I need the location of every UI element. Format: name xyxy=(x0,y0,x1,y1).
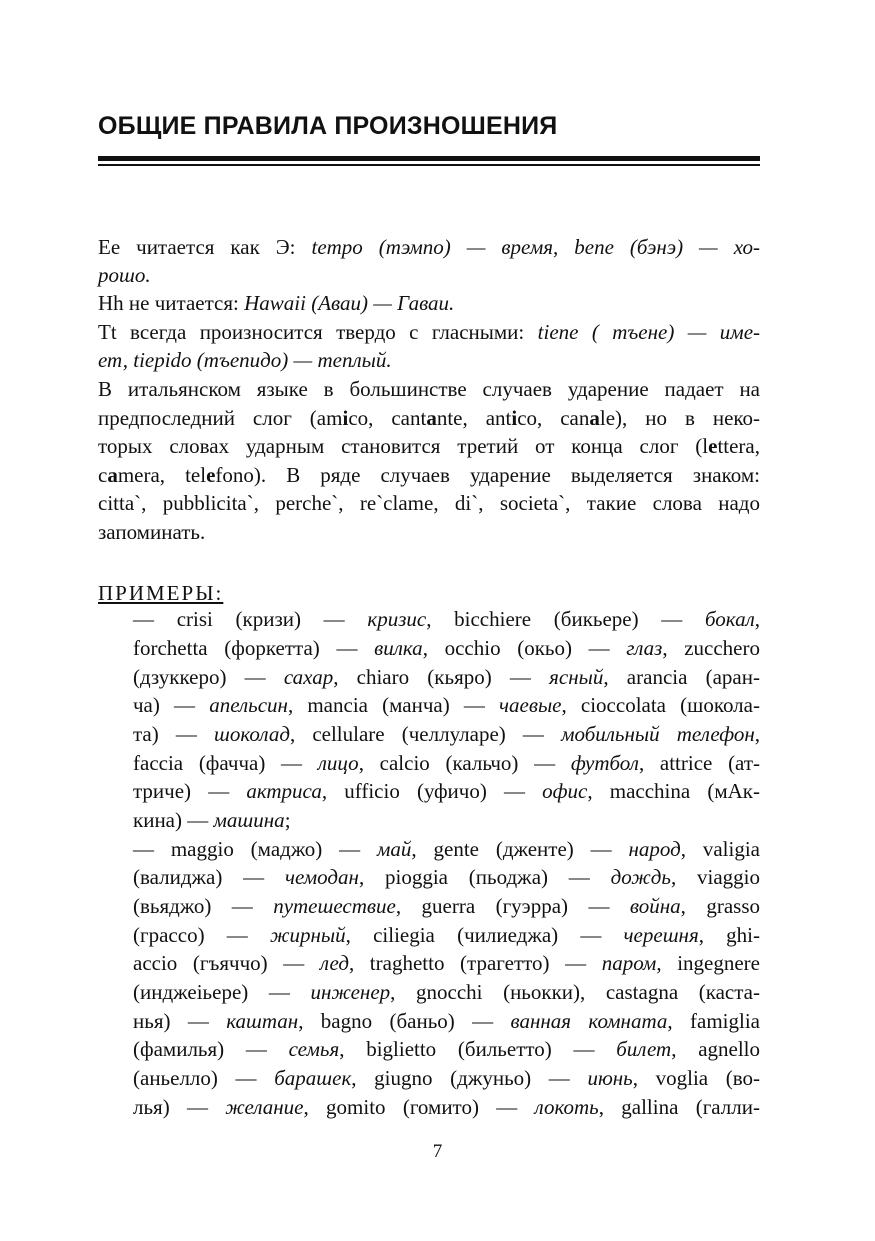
text-run: , xyxy=(754,607,760,631)
text-run: кина) — xyxy=(133,808,214,832)
text-run: , attrice (ат- xyxy=(638,751,761,775)
text-run: Ee читается как Э: xyxy=(98,235,312,259)
text-run: ; xyxy=(284,808,291,832)
text-run: forchetta (форкетта) — xyxy=(133,636,375,660)
italic-translation: футбол xyxy=(570,751,639,775)
text-run: , guerra (гуэрра) — xyxy=(395,894,630,918)
text-run: citta`, pubblicita`, perche`, re`clame, di`, societa`, такие слова надо xyxy=(98,491,760,515)
text-line xyxy=(98,234,760,260)
italic-translation: Hawaii (Аваи) — Гаваи. xyxy=(244,291,455,315)
text-run: — maggio (маджо) — xyxy=(133,837,377,861)
italic-translation: tiene ( тъене) — име- xyxy=(537,320,761,344)
text-run: предпоследний слог (am xyxy=(98,406,343,430)
text-run: , gnocchi (ньокки), castagna (каста- xyxy=(390,980,760,1004)
stressed-vowel: a xyxy=(589,406,600,430)
text-run: , xyxy=(754,722,761,746)
text-line xyxy=(98,290,760,316)
text-run: (фамилья) — xyxy=(133,1037,289,1061)
italic-translation: машина xyxy=(213,808,285,832)
text-run: , ingegnere xyxy=(656,951,760,975)
examples-label xyxy=(98,580,760,606)
text-run: (валиджа) — xyxy=(133,865,285,889)
text-line xyxy=(133,979,760,1005)
text-run: , giugno (джуньо) — xyxy=(351,1066,588,1090)
text-run: , viaggio xyxy=(670,865,760,889)
examples-label-text: ПРИМЕРЫ: xyxy=(98,581,224,605)
text-run: faccia (фачча) — xyxy=(133,751,318,775)
italic-translation: вилка xyxy=(374,636,423,660)
italic-translation: барашек xyxy=(274,1066,352,1090)
italic-translation: июнь xyxy=(587,1066,633,1090)
text-run: , biglietto (бильетто) — xyxy=(339,1037,617,1061)
text-line xyxy=(98,319,760,345)
text-run: нья) — xyxy=(133,1009,227,1033)
italic-translation: ет, tiepido (тъепидо) — теплый. xyxy=(98,348,392,372)
italic-translation: актриса xyxy=(246,779,322,803)
page-number: 7 xyxy=(432,1141,443,1162)
text-run: , traghetto (трагетто) — xyxy=(348,951,602,975)
text-line xyxy=(98,462,760,488)
text-run: (дзуккеро) — xyxy=(133,665,284,689)
italic-translation: ясный xyxy=(549,665,604,689)
text-run: запоминать. xyxy=(98,520,206,544)
stressed-vowel: a xyxy=(426,406,437,430)
text-run: , bagno (баньо) — xyxy=(298,1009,511,1033)
text-line xyxy=(133,750,760,776)
text-run: , gallina (галли- xyxy=(598,1095,760,1119)
text-run: (грассо) — xyxy=(133,923,270,947)
text-run: , pioggia (пьоджа) — xyxy=(358,865,611,889)
italic-translation: билет xyxy=(616,1037,672,1061)
text-run: Hh не читается: xyxy=(98,291,245,315)
text-run: (аньелло) — xyxy=(133,1066,275,1090)
text-run: — crisi (кризи) — xyxy=(133,607,368,631)
text-run: co, cant xyxy=(348,406,427,430)
italic-translation: рошо. xyxy=(98,263,151,287)
text-run: , gente (дженте) — xyxy=(411,837,629,861)
text-run: , occhio (окьо) — xyxy=(422,636,627,660)
text-run: nte, ant xyxy=(436,406,512,430)
italic-translation: кризис xyxy=(367,607,427,631)
text-run: c xyxy=(98,463,108,487)
text-line xyxy=(133,778,760,804)
heading-rule-thin xyxy=(98,164,760,166)
text-line xyxy=(98,262,760,288)
italic-translation: ванная комната xyxy=(510,1009,668,1033)
italic-translation: tempo (тэмпо) — время, bene (бэнэ) — хо- xyxy=(311,235,761,259)
text-line xyxy=(133,836,760,862)
text-run: триче) — xyxy=(133,779,247,803)
text-line xyxy=(133,635,760,661)
text-line xyxy=(133,606,760,632)
text-run: (вьяджо) — xyxy=(133,894,274,918)
text-run: , chiaro (кьяро) — xyxy=(333,665,550,689)
text-run: , bicchiere (бикьере) — xyxy=(426,607,705,631)
text-line xyxy=(133,721,760,747)
text-run: , ciliegia (чилиеджа) — xyxy=(345,923,624,947)
text-line xyxy=(133,950,760,976)
text-run: , macchina (мАк- xyxy=(587,779,760,803)
text-run: co, can xyxy=(517,406,590,430)
italic-translation: путешествие xyxy=(273,894,396,918)
text-run: Tt всегда произносится твердо с гласными: xyxy=(98,320,538,344)
stressed-vowel: i xyxy=(342,406,349,430)
text-line xyxy=(98,405,760,431)
italic-translation: война xyxy=(629,894,681,918)
text-run: та) — xyxy=(133,722,215,746)
text-run: mera, tel xyxy=(117,463,207,487)
text-run: (инджеiьере) — xyxy=(133,980,311,1004)
text-run: , ghi- xyxy=(698,923,761,947)
text-run: , agnello xyxy=(671,1037,760,1061)
text-run: , voglia (во- xyxy=(632,1066,761,1090)
italic-translation: каштан xyxy=(226,1009,299,1033)
text-run: торых словах ударным становится третий от конца слог (l xyxy=(98,434,709,458)
italic-translation: черешня xyxy=(623,923,699,947)
text-run: , famiglia xyxy=(667,1009,760,1033)
text-line xyxy=(133,922,760,948)
text-run: , valigia xyxy=(680,837,760,861)
text-run: le), но в неко- xyxy=(599,406,761,430)
text-run: , grasso xyxy=(680,894,761,918)
text-run: ttera, xyxy=(717,434,760,458)
italic-translation: локоть xyxy=(534,1095,599,1119)
italic-translation: народ xyxy=(628,837,681,861)
italic-translation: глаз xyxy=(626,636,663,660)
italic-translation: лицо xyxy=(317,751,359,775)
text-run: fono). В ряде случаев ударение выделяется знаком: xyxy=(215,463,760,487)
text-run: ча) — xyxy=(133,693,210,717)
text-run: , gomito (гомито) — xyxy=(303,1095,535,1119)
stressed-vowel: i xyxy=(511,406,518,430)
text-run: , zucchero xyxy=(662,636,760,660)
text-line xyxy=(133,664,760,690)
stressed-vowel: a xyxy=(107,463,118,487)
stressed-vowel: e xyxy=(708,434,718,458)
chapter-heading: ОБЩИЕ ПРАВИЛА ПРОИЗНОШЕНИЯ xyxy=(98,112,558,140)
text-run: , mancia (манча) — xyxy=(287,693,499,717)
italic-translation: сахар xyxy=(283,665,334,689)
italic-translation: паром xyxy=(601,951,657,975)
text-run: , ufficio (уфичо) — xyxy=(321,779,543,803)
italic-translation: дождь xyxy=(610,865,671,889)
italic-translation: желание xyxy=(225,1095,304,1119)
text-line xyxy=(133,1065,760,1091)
text-run: , cellulare (челлуларе) — xyxy=(289,722,562,746)
text-line xyxy=(133,864,760,890)
italic-translation: офис xyxy=(542,779,588,803)
italic-translation: лед xyxy=(319,951,349,975)
stressed-vowel: e xyxy=(206,463,216,487)
italic-translation: мобильный телефон xyxy=(561,722,755,746)
text-run: , cioccolata (шокола- xyxy=(561,693,760,717)
italic-translation: апельсин xyxy=(209,693,288,717)
text-line xyxy=(133,1094,760,1120)
heading-rule-thick xyxy=(98,156,760,161)
text-line xyxy=(98,376,760,402)
text-line xyxy=(133,893,760,919)
italic-translation: семья xyxy=(288,1037,340,1061)
text-run: accio (гъяччо) — xyxy=(133,951,320,975)
text-line xyxy=(133,692,760,718)
italic-translation: май xyxy=(377,837,412,861)
italic-translation: бокал xyxy=(705,607,755,631)
italic-translation: инженер xyxy=(310,980,391,1004)
text-run: В итальянском языке в большинстве случаев ударение падает на xyxy=(98,377,760,401)
text-run: , arancia (аран- xyxy=(603,665,760,689)
text-line xyxy=(133,1008,760,1034)
italic-translation: жирный xyxy=(269,923,346,947)
text-line xyxy=(133,1036,760,1062)
text-line xyxy=(98,490,760,516)
text-line xyxy=(98,519,760,545)
italic-translation: чемодан xyxy=(284,865,359,889)
text-run: , calcio (кальчо) — xyxy=(358,751,571,775)
text-run: лья) — xyxy=(133,1095,226,1119)
text-line xyxy=(98,433,760,459)
text-line xyxy=(133,807,760,833)
italic-translation: шоколад xyxy=(214,722,290,746)
text-line xyxy=(98,347,760,373)
italic-translation: чаевые xyxy=(499,693,562,717)
